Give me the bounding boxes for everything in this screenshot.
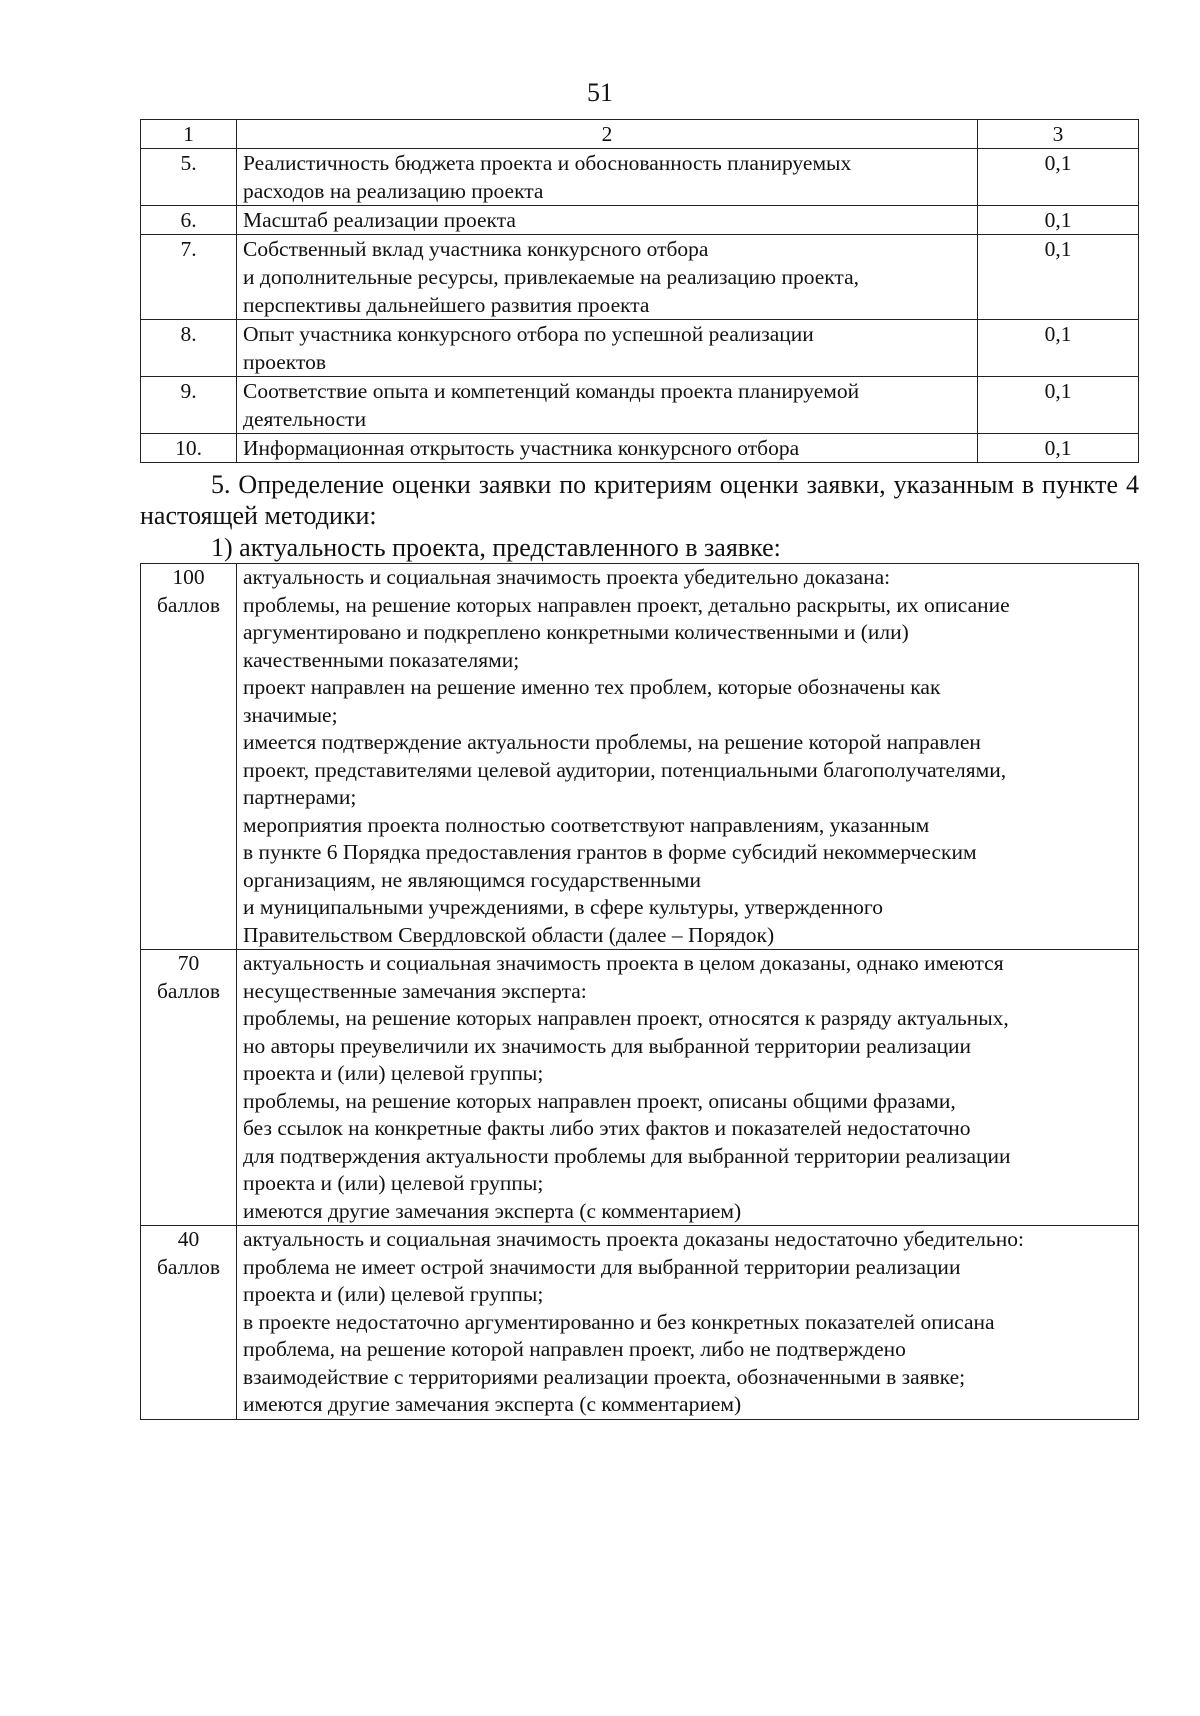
score-description [237, 564, 1139, 950]
score-description-line: без ссылок на конкретные факты либо этих фактов и показателей недостаточно [243, 1116, 971, 1140]
criteria-number: 10. [141, 434, 237, 463]
score-description-line: актуальность и социальная значимость проекта убедительно доказана: [243, 565, 891, 589]
criteria-description-line: Опыт участника конкурсного отбора по успешной реализации [243, 322, 814, 346]
criteria-row [141, 206, 1139, 235]
score-description-line: актуальность и социальная значимость проекта в целом доказаны, однако имеются [243, 951, 1004, 975]
score-description-line: организациям, не являющимся государственными [243, 867, 702, 892]
criteria-description [237, 320, 978, 377]
subheading: 1) актуальность проекта, представленного в заявке: [211, 533, 781, 562]
score-description-line: Правительством Свердловской области (далее – Порядок) [243, 922, 775, 947]
score-description-line: проблема, на решение которой направлен проект, либо не подтверждено [243, 1337, 906, 1361]
criteria-description-line: Информационная открытость участника конкурсного отбора [243, 436, 800, 460]
score-description-line: проекта и (или) целевой группы; [243, 1061, 544, 1085]
score-row [141, 564, 1139, 950]
score-description-line: проблемы, на решение которых направлен проект, детально раскрыты, их описание [243, 592, 1010, 617]
score-cell [141, 950, 237, 1226]
score-description-line: но авторы преувеличили их значимость для выбранной территории реализации [243, 1033, 972, 1058]
score-cell [141, 564, 237, 950]
score-row [141, 950, 1139, 1226]
criteria-table [140, 119, 1139, 463]
score-description-line: несущественные замечания эксперта: [243, 978, 587, 1003]
criteria-weight: 0,1 [978, 149, 1139, 206]
criteria-number: 8. [141, 320, 237, 377]
criteria-description [237, 434, 978, 463]
criteria-weight: 0,1 [978, 235, 1139, 320]
score-description-line: имеются другие замечания эксперта (с комментарием) [243, 1198, 742, 1223]
criteria-description [237, 377, 978, 434]
score-description-line: актуальность и социальная значимость проекта доказаны недостаточно убедительно: [243, 1227, 1024, 1251]
score-description-line: в пункте 6 Порядка предоставления грантов в форме субсидий некоммерческим [243, 840, 977, 864]
criteria-number: 7. [141, 235, 237, 320]
criteria-header-cell: 1 [141, 120, 237, 149]
score-value: 100 [172, 565, 205, 589]
score-description-line: проекта и (или) целевой группы; [243, 1171, 544, 1195]
criteria-description [237, 235, 978, 320]
criteria-description-line: Масштаб реализации проекта [243, 208, 516, 232]
score-unit: баллов [156, 1254, 221, 1279]
score-description-line: партнерами; [243, 785, 357, 809]
score-description-line: проблемы, на решение которых направлен проект, относятся к разряду актуальных, [243, 1006, 1009, 1030]
score-description-line: значимые; [243, 702, 338, 727]
criteria-description-line: проектов [243, 350, 326, 374]
score-value: 40 [177, 1227, 200, 1251]
criteria-row [141, 434, 1139, 463]
criteria-description [237, 149, 978, 206]
score-cell [141, 1226, 237, 1420]
page-number: 51 [587, 78, 613, 107]
criteria-weight: 0,1 [978, 434, 1139, 463]
criteria-description-line: расходов на реализацию проекта [243, 179, 544, 203]
criteria-weight: 0,1 [978, 377, 1139, 434]
score-description-line: проблемы, на решение которых направлен проект, описаны общими фразами, [243, 1088, 956, 1113]
criteria-description-line: Собственный вклад участника конкурсного отбора [243, 237, 709, 261]
criteria-row [141, 377, 1139, 434]
criteria-description-line: и дополнительные ресурсы, привлекаемые на реализацию проекта, [243, 265, 860, 289]
score-description-line: имеются другие замечания эксперта (с комментарием) [243, 1392, 742, 1416]
criteria-weight: 0,1 [978, 206, 1139, 235]
criteria-row [141, 235, 1139, 320]
criteria-row [141, 320, 1139, 377]
score-description-line: в проекте недостаточно аргументированно и без конкретных показателей описана [243, 1309, 995, 1334]
score-description-line: аргументировано и подкреплено конкретными количественными и (или) [243, 620, 909, 644]
score-row [141, 1226, 1139, 1420]
criteria-header-cell: 3 [978, 120, 1139, 149]
scores-table [140, 563, 1139, 1420]
criteria-header-cell: 2 [237, 120, 978, 149]
score-description-line: проекта и (или) целевой группы; [243, 1282, 544, 1306]
criteria-weight: 0,1 [978, 320, 1139, 377]
criteria-description-line: деятельности [243, 407, 367, 431]
score-description-line: для подтверждения актуальности проблемы для выбранной территории реализации [243, 1143, 1011, 1168]
criteria-number: 6. [141, 206, 237, 235]
score-description [237, 1226, 1139, 1420]
score-description [237, 950, 1139, 1226]
score-unit: баллов [156, 592, 221, 617]
score-description-line: качественными показателями; [243, 647, 520, 672]
criteria-row [141, 149, 1139, 206]
criteria-number: 5. [141, 149, 237, 206]
section-heading: 5. Определение оценки заявки по критериям оценки заявки, указанным в пункте 4 настоящей методики: [140, 470, 1139, 530]
score-unit: баллов [156, 978, 221, 1003]
score-description-line: проект направлен на решение именно тех проблем, которые обозначены как [243, 675, 941, 699]
score-description-line: проблема не имеет острой значимости для выбранной территории реализации [243, 1254, 961, 1279]
score-description-line: и муниципальными учреждениями, в сфере культуры, утвержденного [243, 895, 883, 919]
criteria-header-row [141, 120, 1139, 149]
score-description-line: мероприятия проекта полностью соответствуют направлениям, указанным [243, 812, 930, 837]
score-value: 70 [177, 951, 200, 975]
score-description-line: проект, представителями целевой аудитории, потенциальными благополучателями, [243, 757, 1007, 782]
criteria-description-line: Реалистичность бюджета проекта и обоснованность планируемых [243, 151, 852, 175]
criteria-number: 9. [141, 377, 237, 434]
score-description-line: имеется подтверждение актуальности проблемы, на решение которой направлен [243, 730, 981, 754]
criteria-description [237, 206, 978, 235]
criteria-description-line: перспективы дальнейшего развития проекта [243, 293, 650, 317]
criteria-description-line: Соответствие опыта и компетенций команды проекта планируемой [243, 379, 860, 403]
score-description-line: взаимодействие с территориями реализации проекта, обозначенными в заявке; [243, 1364, 966, 1389]
